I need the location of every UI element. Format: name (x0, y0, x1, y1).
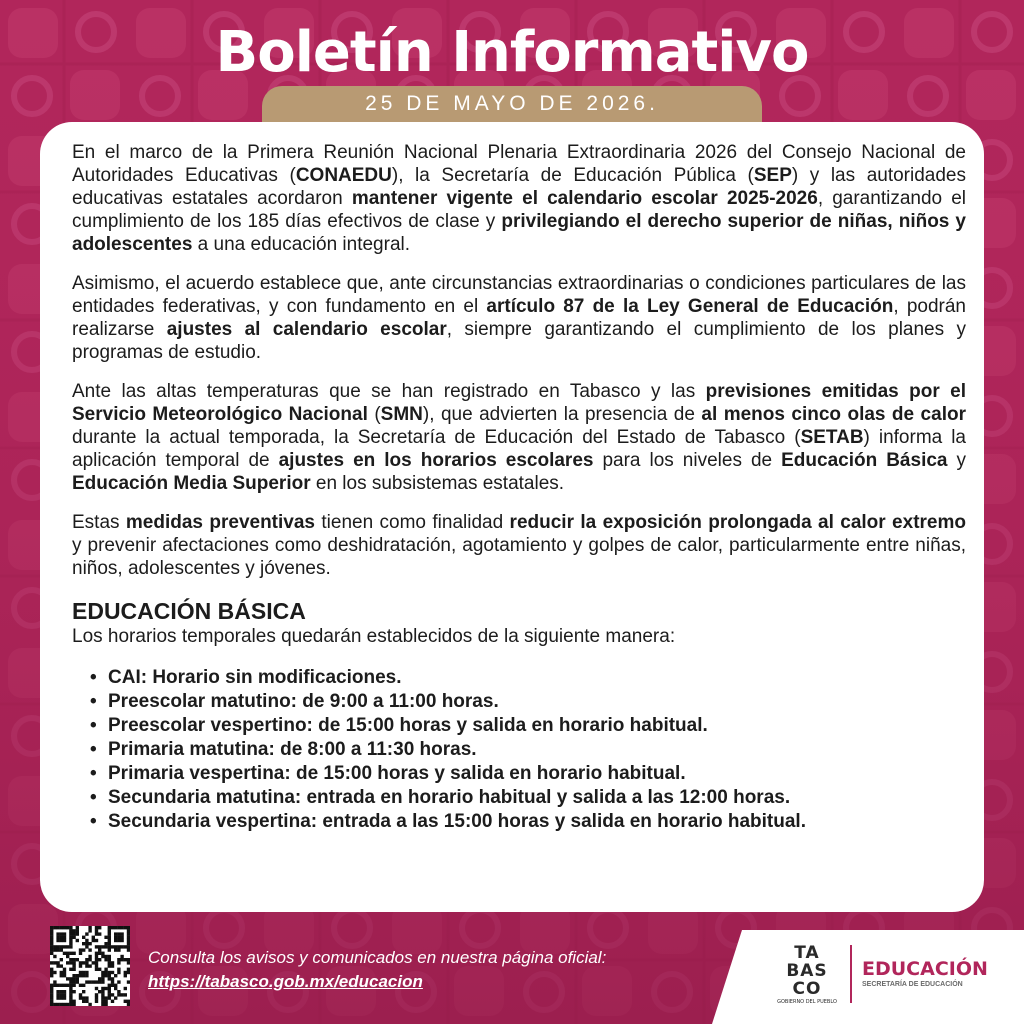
schedule-item (90, 666, 966, 690)
schedule-item-text: Secundaria matutina: entrada en horario habitual y salida a las 12:00 horas. (108, 787, 791, 808)
bold-text: SEP (753, 165, 792, 186)
education-logo (862, 958, 988, 990)
tabasco-logo-line-2: BAS (786, 961, 828, 981)
text-run: para los niveles de (593, 450, 782, 471)
bold-text: Educación Media Superior (72, 473, 311, 494)
schedule-item-text: Primaria vespertina: de 15:00 horas y salida en horario habitual. (108, 763, 686, 784)
section-heading: EDUCACIÓN BÁSICA (72, 598, 306, 624)
text-run: , siempre garantizando el cumplimiento de los planes y programas de estudio. (72, 319, 966, 363)
bullet-icon: • (90, 739, 97, 760)
schedule-item (90, 714, 966, 738)
schedule-item (90, 690, 966, 714)
tabasco-logo-line-1: TA (794, 943, 820, 963)
bold-text: SMN (380, 404, 423, 425)
schedule-item (90, 810, 966, 834)
tabasco-logo-line-3: CO (792, 979, 822, 999)
paragraph-4 (72, 511, 966, 580)
schedule-item-text: CAI: Horario sin modificaciones. (108, 667, 402, 688)
tabasco-tagline: GOBIERNO DEL PUEBLO (777, 999, 837, 1005)
bold-text: mantener vigente el calendario escolar 2025-2026 (351, 188, 818, 209)
footer-notice-text: Consulta los avisos y comunicados en nuestra página oficial: (148, 948, 607, 967)
qr-code-icon[interactable] (50, 926, 130, 1006)
bullet-icon: • (90, 763, 97, 784)
bullet-icon: • (90, 667, 97, 688)
text-run: En el marco de la Primera Reunión Nacional Plenaria Extraordinaria 2026 del Consejo Nacional de Autoridades Educativas ( (72, 142, 966, 186)
bullet-icon: • (90, 787, 97, 808)
text-run: ( (367, 404, 381, 425)
bullet-icon: • (90, 811, 97, 832)
text-run: a una educación integral. (192, 234, 411, 255)
text-run: y (947, 450, 966, 471)
schedule-item-text: Preescolar vespertino: de 15:00 horas y salida en horario habitual. (108, 715, 708, 736)
schedule-item (90, 762, 966, 786)
text-run: ), que advierten la presencia de (422, 404, 702, 425)
footer-notice (148, 946, 606, 994)
text-run: en los subsistemas estatales. (310, 473, 565, 494)
text-run: durante la actual temporada, la Secretaría de Educación del Estado de Tabasco ( (72, 427, 801, 448)
website-link[interactable]: https://tabasco.gob.mx/educacion (148, 972, 423, 991)
paragraph-1 (72, 141, 966, 256)
education-logo-title: EDUCACIÓN (862, 958, 988, 980)
text-run: , podrán realizarse (72, 296, 966, 340)
schedule-item (90, 738, 966, 762)
section-intro: Los horarios temporales quedarán establecidos de la siguiente manera: (72, 626, 676, 647)
schedule-item (90, 786, 966, 810)
schedule-item-text: Primaria matutina: de 8:00 a 11:30 horas. (108, 739, 477, 760)
bold-text: CONAEDU (295, 165, 392, 186)
bold-text: medidas preventivas (125, 512, 315, 533)
bold-text: SETAB (800, 427, 864, 448)
bold-text: al menos cinco olas de calor (701, 404, 966, 425)
logo-divider (850, 945, 852, 1003)
text-run: Ante las altas temperaturas que se han registrado en Tabasco y las (72, 381, 706, 402)
bulletin-title: Boletín Informativo (215, 20, 809, 85)
bold-text: ajustes en los horarios escolares (278, 450, 594, 471)
bulletin-date: 25 DE MAYO DE 2026. (365, 92, 659, 115)
text-run: Asimismo, el acuerdo establece que, ante circunstancias extraordinarias o condiciones particulares de las entidades federativas, y con fundamento en el (72, 273, 966, 317)
text-run: ), la Secretaría de Educación Pública ( (391, 165, 754, 186)
schedule-item-text: Secundaria vespertina: entrada a las 15:00 horas y salida en horario habitual. (108, 811, 806, 832)
bold-text: reducir la exposición prolongada al calor extremo (509, 512, 966, 533)
tabasco-logo (774, 944, 840, 1006)
text-run: ) y las autoridades educativas estatales acordaron (72, 165, 966, 209)
paragraph-3 (72, 380, 966, 495)
text-run: tienen como finalidad (315, 512, 510, 533)
bold-text: privilegiando el derecho superior de niñas, niños y adolescentes (72, 211, 966, 255)
education-logo-subtitle: SECRETARÍA DE EDUCACIÓN (862, 981, 963, 988)
bold-text: Educación Básica (781, 450, 948, 471)
bullet-icon: • (90, 715, 97, 736)
bulletin-body (72, 141, 966, 834)
schedule-item-text: Preescolar matutino: de 9:00 a 11:00 horas. (108, 691, 499, 712)
bold-text: previsiones emitidas por el Servicio Meteorológico Nacional (72, 381, 966, 425)
schedule-list (72, 666, 966, 834)
bold-text: artículo 87 de la Ley General de Educación (486, 296, 894, 317)
text-run: y prevenir afectaciones como deshidratación, agotamiento y golpes de calor, particularmente entre niñas, niños, adolescentes y jóvenes. (72, 535, 966, 579)
bold-text: ajustes al calendario escolar (166, 319, 447, 340)
bullet-icon: • (90, 691, 97, 712)
text-run: ) informa la aplicación temporal de (72, 427, 966, 471)
text-run: Estas (72, 512, 126, 533)
text-run: , garantizando el cumplimiento de los 185 días efectivos de clase y (72, 188, 966, 232)
paragraph-2 (72, 272, 966, 364)
